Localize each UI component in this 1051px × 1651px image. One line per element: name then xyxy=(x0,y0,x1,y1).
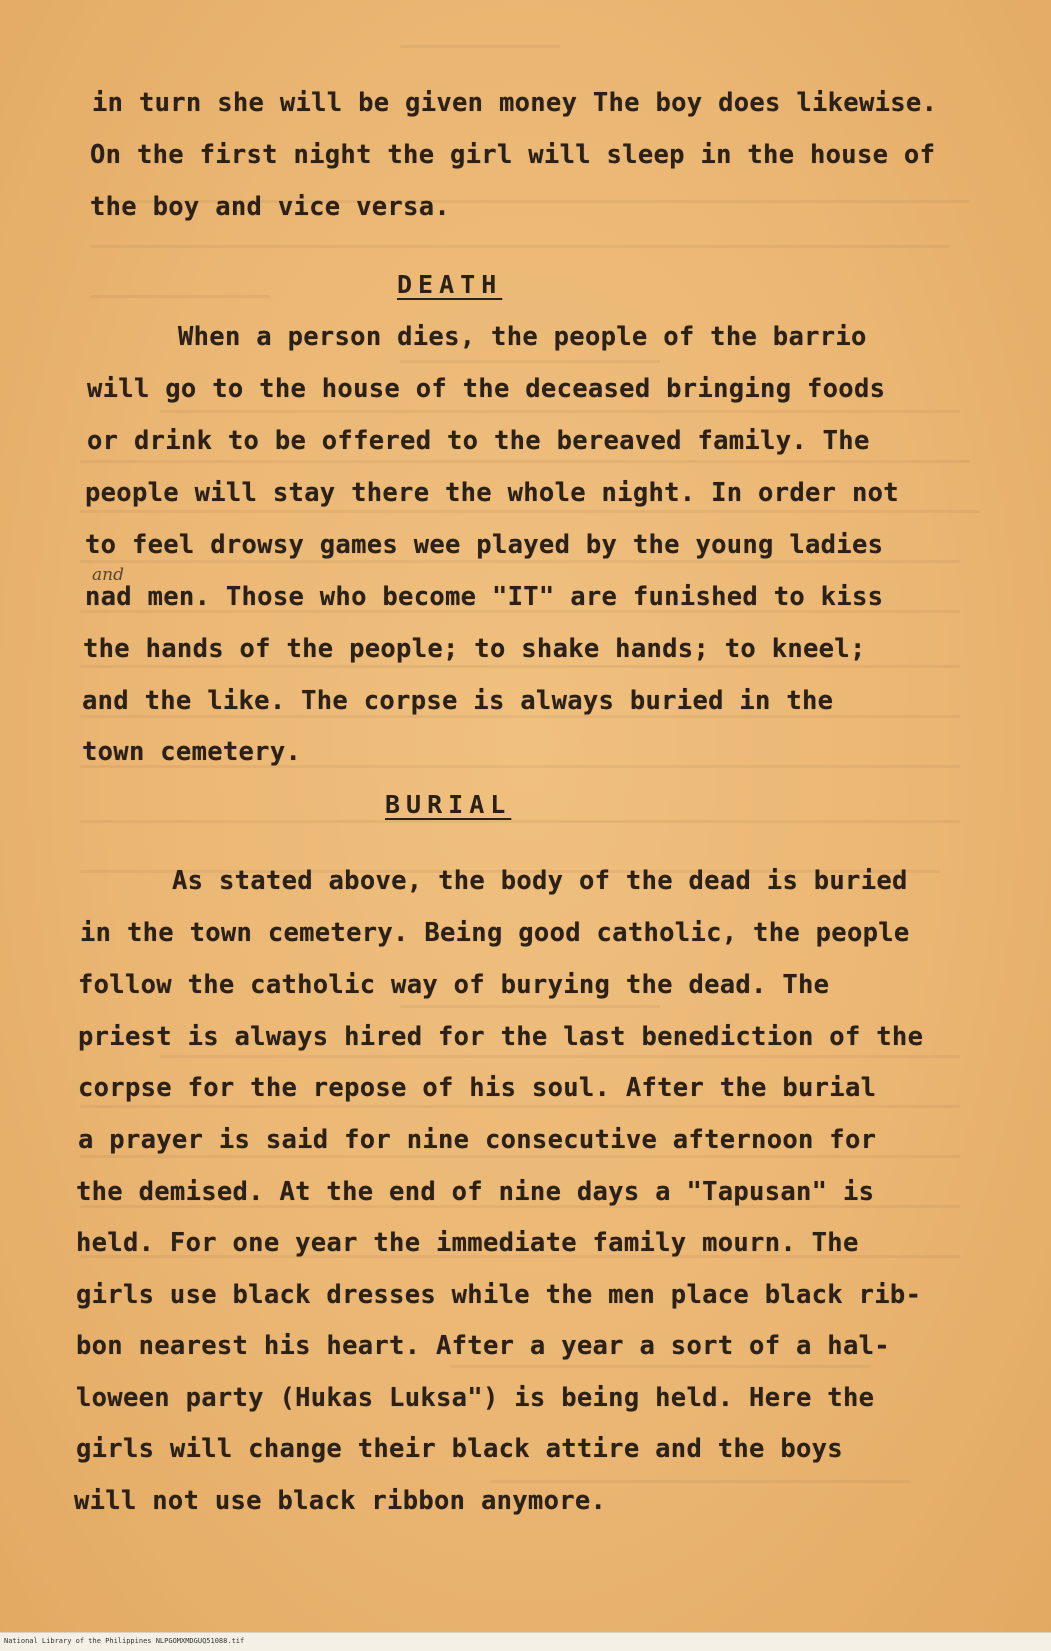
bleed-through-text xyxy=(70,20,1000,1540)
text-line: or drink to be offered to the bereaved family. The xyxy=(87,426,870,456)
text-line: When a person dies, the people of the barrio xyxy=(178,322,867,352)
text-line: will go to the house of the deceased bringing foods xyxy=(87,374,886,404)
text-line: On the first night the girl will sleep in the house of xyxy=(90,140,936,170)
scan-footer xyxy=(0,1632,1051,1651)
text-line: girls use black dresses while the men place black rib- xyxy=(76,1280,922,1310)
text-line: nad men. Those who become "IT" are funished to kiss xyxy=(85,582,884,612)
text-line: girls will change their black attire and the boys xyxy=(76,1434,843,1464)
text-line: a prayer is said for nine consecutive afternoon for xyxy=(78,1125,877,1155)
text-line: and the like. The corpse is always buried in the xyxy=(82,686,834,716)
section-heading-death: DEATH xyxy=(397,270,503,299)
text-line: the boy and vice versa. xyxy=(90,192,451,222)
text-line: corpse for the repose of his soul. After the burial xyxy=(78,1073,877,1103)
text-line: held. For one year the immediate family mourn. The xyxy=(76,1228,859,1258)
text-line: in the town cemetery. Being good catholic, the people xyxy=(80,918,910,948)
text-line: priest is always hired for the last benediction of the xyxy=(78,1022,924,1052)
handwritten-annotation: and xyxy=(92,565,124,585)
text-line: people will stay there the whole night. In order not xyxy=(85,478,899,508)
text-line: town cemetery. xyxy=(82,737,302,767)
text-line: the demised. At the end of nine days a "Tapusan" is xyxy=(76,1177,875,1207)
text-line: loween party (Hukas Luksa") is being held. Here the xyxy=(76,1383,875,1413)
text-line: will not use black ribbon anymore. xyxy=(74,1486,607,1516)
text-line: As stated above, the body of the dead is buried xyxy=(172,866,908,896)
text-line: to feel drowsy games wee played by the young ladies xyxy=(85,530,884,560)
text-line: bon nearest his heart. After a year a sort of a hal- xyxy=(76,1331,890,1361)
text-line: in turn she will be given money The boy does likewise. xyxy=(92,88,938,118)
text-line: follow the catholic way of burying the dead. The xyxy=(78,970,830,1000)
scan-footer-label: National Library of the Philippines NLPGOMXMDGUQ51088.tif xyxy=(4,1637,245,1645)
text-line: the hands of the people; to shake hands; to kneel; xyxy=(83,634,866,664)
section-heading-burial: BURIAL xyxy=(385,790,512,819)
